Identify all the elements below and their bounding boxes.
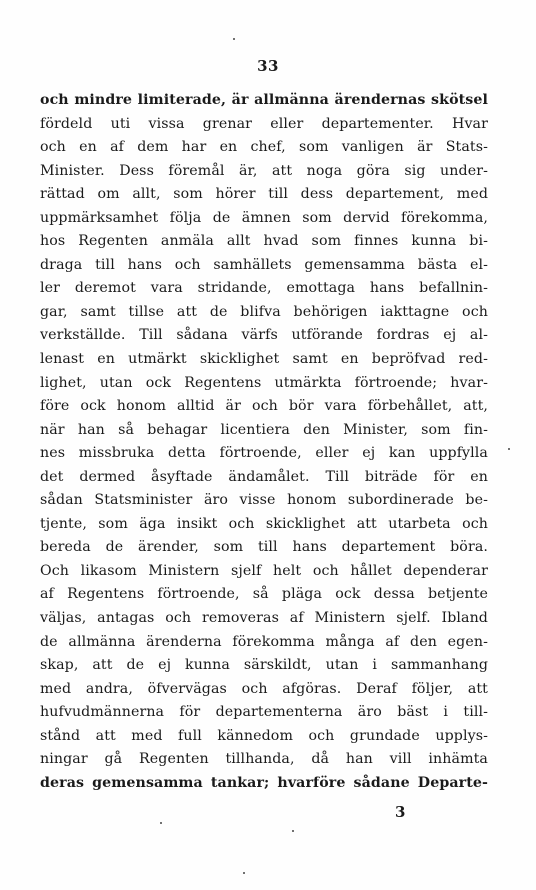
text-line: sådan Statsminister äro visse honom subordinerade be- (40, 492, 488, 509)
text-line: stånd att med full kännedom och grundade upplys- (40, 727, 488, 744)
text-line: hos Regenten anmäla allt hvad som finnes kunna bi- (40, 233, 488, 250)
body-text (40, 89, 488, 795)
paper-speck (160, 822, 162, 824)
text-line: och mindre limiterade, är allmänna ärendernas skötsel (40, 92, 488, 108)
text-line: ler deremot vara stridande, emottaga hans befallnin- (40, 280, 488, 297)
text-line: hufvudmännerna för departementerna äro bäst i till- (40, 704, 488, 721)
text-line: Och likasom Ministern sjelf helt och hållet dependerar (40, 562, 488, 579)
paper-speck (243, 872, 245, 874)
text-line: de allmänna ärenderna förekomma många af den egen- (40, 633, 488, 650)
text-line: med andra, öfvervägas och afgöras. Deraf följer, att (40, 680, 488, 697)
text-line: före ock honom alltid är och bör vara förbehållet, att, (40, 398, 488, 415)
text-line: tjente, som äga insikt och skicklighet att utarbeta och (40, 515, 488, 532)
paper-speck (508, 448, 510, 450)
text-line: det dermed åsyftade ändamålet. Till biträde för en (40, 468, 488, 485)
paper-speck (292, 830, 294, 832)
text-line: draga till hans och samhällets gemensamma bästa el- (40, 256, 488, 273)
page-number: 33 (257, 57, 279, 75)
text-line: lighet, utan ock Regentens utmärkta förtroende; hvar- (40, 374, 488, 391)
text-line: uppmärksamhet följa de ämnen som dervid förekomma, (40, 209, 488, 226)
text-line: verkställde. Till sådana värfs utförande fordras ej al- (40, 327, 488, 344)
text-line: nes missbruka detta förtroende, eller ej kan uppfylla (40, 445, 488, 462)
text-line: gar, samt tillse att de blifva behörigen iakttagne och (40, 303, 488, 320)
text-line: bereda de ärender, som till hans departement böra. (40, 539, 488, 556)
text-line: Minister. Dess föremål är, att noga göra sig under- (40, 162, 488, 179)
text-line: skap, att de ej kunna särskildt, utan i sammanhang (40, 657, 488, 674)
text-line: ningar gå Regenten tillhanda, då han vill inhämta (40, 751, 488, 768)
text-line: och en af dem har en chef, som vanligen är Stats- (40, 139, 488, 156)
signature-mark: 3 (395, 803, 406, 821)
text-line: rättad om allt, som hörer till dess departement, med (40, 186, 488, 203)
text-line: deras gemensamma tankar; hvarföre sådane Departe- (40, 774, 488, 791)
text-line: lenast en utmärkt skicklighet samt en bepröfvad red- (40, 351, 488, 368)
text-line: af Regentens förtroende, så pläga ock dessa betjente (40, 586, 488, 603)
text-line: när han så behagar licentiera den Minister, som fin- (40, 421, 488, 438)
text-line: fördeld uti vissa grenar eller departementer. Hvar (40, 115, 488, 132)
paper-speck (233, 38, 235, 40)
text-line: väljas, antagas och removeras af Ministern sjelf. Ibland (40, 610, 488, 627)
